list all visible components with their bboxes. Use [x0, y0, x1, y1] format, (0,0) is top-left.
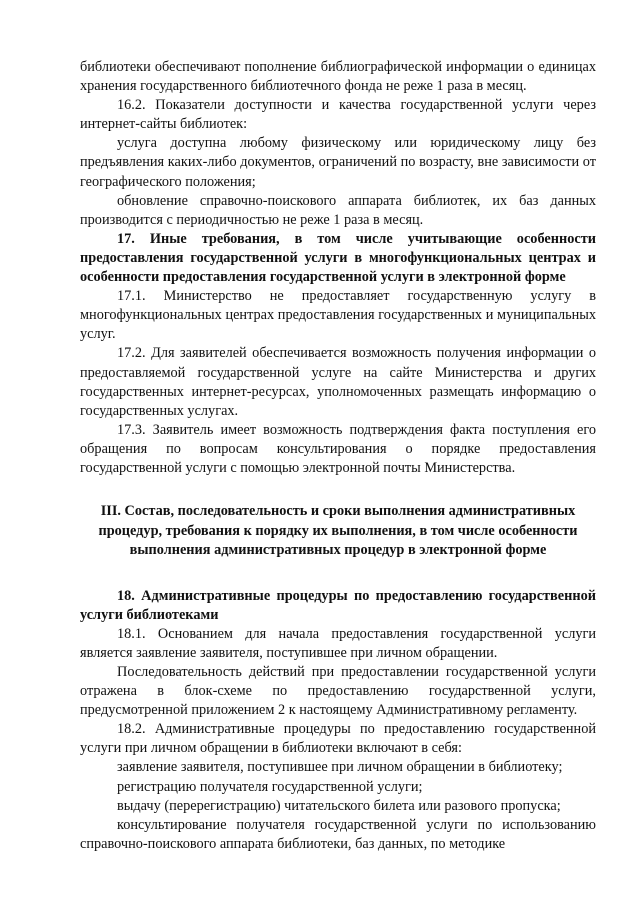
paragraph-17-1: 17.1. Министерство не предоставляет государственную услугу в многофункциональных центрах предоставления государственных и муниципальных услуг. — [80, 288, 596, 343]
paragraph-17-heading: 17. Иные требования, в том числе учитывающие особенности предоставления государственной услуги в многофункциональных центрах и особенности предоставления государственной услуги в электронной форме — [80, 230, 596, 286]
paragraph-catalog-update: обновление справочно-поискового аппарата библиотек, их баз данных производится с периодичностью не реже 1 раза в месяц. — [80, 192, 596, 228]
paragraph-17-2: 17.2. Для заявителей обеспечивается возможность получения информации о предоставляемой государственной услуге на сайте Министерства и других государственных интернет-ресурсах, уполномоченных размещать информацию о государственных услугах. — [80, 345, 596, 419]
list-item-ticket: выдачу (перерегистрацию) читательского билета или разового пропуска; — [117, 797, 561, 814]
paragraph-17-3: 17.3. Заявитель имеет возможность подтверждения факта поступления его обращения по вопросам консультирования о порядке предоставления государственной услуги с помощью электронной почты Министерства. — [80, 421, 596, 476]
list-item-application: заявление заявителя, поступившее при личном обращении в библиотеку; — [117, 759, 563, 776]
paragraph-library-update: библиотеки обеспечивают пополнение библиографической информации о единицах хранения государственного библиотечного фонда не реже 1 раза в месяц. — [80, 59, 596, 95]
paragraph-sequence: Последовательность действий при предоставлении государственной услуги отражена в блок-схеме по предоставлению государственной услуги, предусмотренной приложением 2 к настоящему Административному регламенту. — [80, 663, 596, 719]
paragraph-18-heading: 18. Административные процедуры по предоставлению государственной услуги библиотеками — [80, 587, 596, 623]
list-item-registration: регистрацию получателя государственной услуги; — [117, 778, 423, 795]
section-iii-heading: III. Состав, последовательность и сроки выполнения административных процедур, требования к порядку их выполнения, в том числе особенности выполнения административных процедур в электронной форме — [98, 503, 578, 559]
paragraph-service-availability: услуга доступна любому физическому или юридическому лицу без предъявления каких-либо документов, ограничений по возрасту, вне зависимости от географического положения; — [80, 135, 596, 190]
list-item-consulting: консультирование получателя государственной услуги по использованию справочно-поискового аппарата библиотеки, баз данных, по методике — [80, 816, 596, 852]
paragraph-18-2: 18.2. Административные процедуры по предоставлению государственной услуги при личном обращении в библиотеки включают в себя: — [80, 721, 596, 757]
paragraph-18-1: 18.1. Основанием для начала предоставления государственной услуги является заявление заявителя, поступившее при личном обращении. — [80, 625, 596, 661]
paragraph-16-2: 16.2. Показатели доступности и качества государственной услуги через интернет-сайты библиотек: — [80, 97, 596, 133]
